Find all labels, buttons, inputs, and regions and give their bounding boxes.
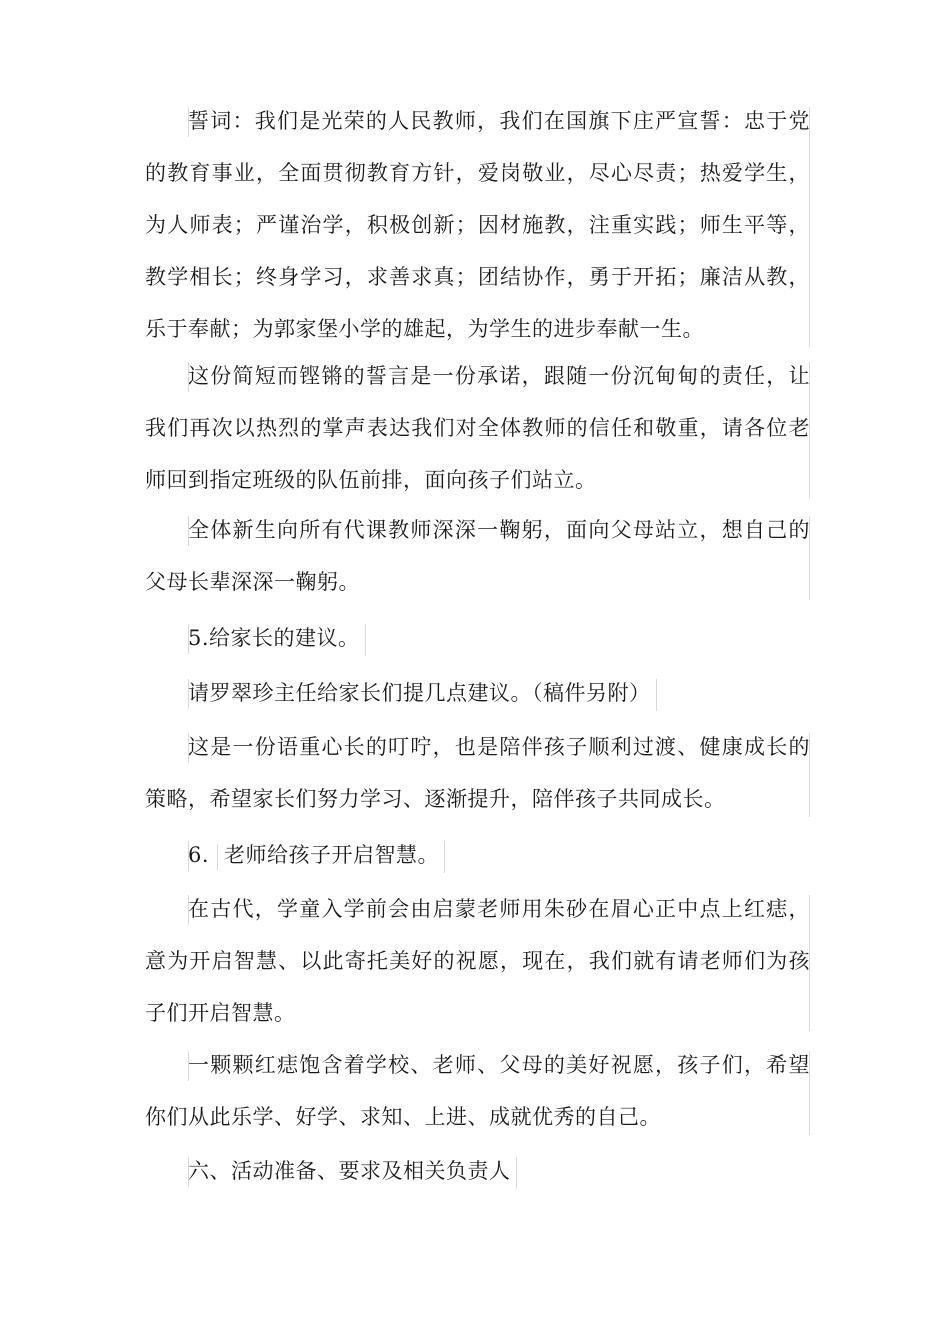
divider: [209, 844, 218, 870]
section-6-title: 老师给孩子开启智慧。: [224, 843, 440, 867]
bow-paragraph: 全体新生向所有代课教师深深一鞠躬，面向父母站立，想自己的父母长辈深深一鞠躬。: [145, 504, 810, 608]
section-6-number: 6.: [188, 843, 210, 867]
oath-commentary-paragraph: 这份简短而铿锵的誓言是一份承诺，跟随一份沉甸甸的责任，让我们再次以热烈的掌声表达我们对全体教师的信任和敬重，请各位老师回到指定班级的队伍前排，面向孩子们站立。: [145, 350, 810, 506]
section-six-heading: 六、活动准备、要求及相关负责人: [145, 1145, 517, 1197]
blessing-paragraph: 一颗颗红痣饱含着学校、老师、父母的美好祝愿，孩子们，希望你们从此乐学、好学、求知、上进、成就优秀的自己。: [145, 1039, 810, 1143]
oath-paragraph: 誓词：我们是光荣的人民教师，我们在国旗下庄严宣誓：忠于党的教育事业，全面贯彻教育方针，爱岗敬业，尽心尽责；热爱学生，为人师表；严谨治学，积极创新；因材施教，注重实践；师生平等，教学相长；终身学习，求善求真；团结协作，勇于开拓；廉洁从教，乐于奉献；为郭家堡小学的雄起，为学生的进步奉献一生。: [145, 95, 810, 355]
section-6-heading: [145, 829, 445, 881]
parent-advice-paragraph: 这是一份语重心长的叮咛，也是陪伴孩子顺利过渡、健康成长的策略，希望家长们努力学习、逐渐提升，陪伴孩子共同成长。: [145, 721, 810, 825]
section-5-heading: 5.给家长的建议。: [145, 612, 366, 664]
suggestion-paragraph: 请罗翠珍主任给家长们提几点建议。（稿件另附）: [145, 667, 657, 719]
wisdom-paragraph: 在古代，学童入学前会由启蒙老师用朱砂在眉心正中点上红痣，意为开启智慧、以此寄托美好的祝愿，现在，我们就有请老师们为孩子们开启智慧。: [145, 883, 810, 1039]
